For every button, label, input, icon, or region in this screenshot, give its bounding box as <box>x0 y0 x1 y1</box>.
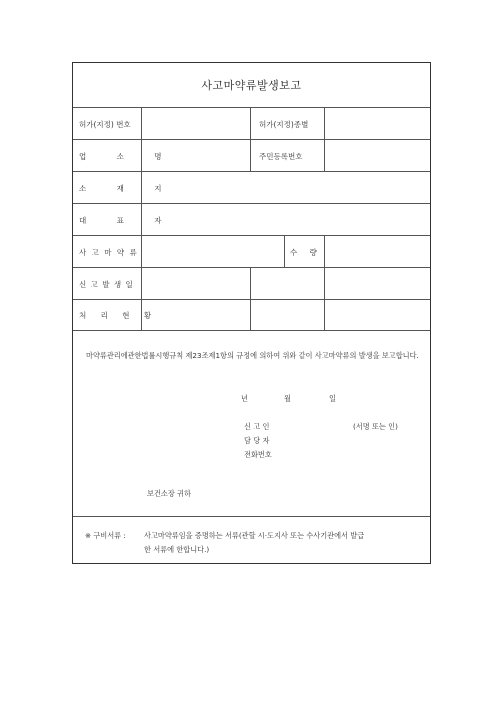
column-divider <box>324 107 325 171</box>
accident-drug-label: 사 고 마 약 류 <box>79 248 139 257</box>
column-divider <box>250 107 251 171</box>
signature-label: (서명 또는 인) <box>353 422 398 431</box>
accident-drug-report-form <box>72 62 431 564</box>
addressee: 보건소장 귀하 <box>147 489 191 498</box>
quantity-label: 수 량 <box>290 248 322 257</box>
license-no-label: 허가(지정) 번호 <box>79 120 131 129</box>
resident-no-label: 주민등록번호 <box>259 152 303 161</box>
row-divider <box>73 299 430 300</box>
row-divider <box>73 139 430 140</box>
note-prefix: ※ 구비서류 : <box>85 531 126 540</box>
column-divider <box>284 235 285 267</box>
row-divider <box>73 267 430 268</box>
person-in-charge-label: 담 당 자 <box>244 436 270 445</box>
report-date-label: 신 고 발 생 일 <box>79 280 134 289</box>
row-divider <box>73 203 430 204</box>
note-line-1: 사고마약류임을 증명하는 서류(관할 시·도지사 또는 수사기관에서 발급 <box>144 531 365 540</box>
row-divider <box>73 330 430 331</box>
phone-label: 전화번호 <box>244 450 272 459</box>
row-divider <box>73 171 430 172</box>
note-divider <box>73 516 430 517</box>
business-name-label: 업 소 명 <box>79 152 176 161</box>
location-label: 소 재 지 <box>79 184 176 193</box>
date-day: 일 <box>329 394 336 403</box>
row-divider <box>73 107 430 108</box>
date-year: 년 <box>241 394 248 403</box>
note-line-2: 한 서류에 한합니다.) <box>144 545 210 554</box>
row-divider <box>73 235 430 236</box>
column-divider <box>324 235 325 267</box>
column-divider <box>250 267 251 330</box>
form-title: 사고마약류발생보고 <box>201 79 302 92</box>
date-month: 월 <box>284 394 291 403</box>
handling-status-label: 처 리 현 황 <box>79 311 158 320</box>
column-divider <box>324 267 325 330</box>
declaration-text: 마약류관리에관한법률시행규칙 제23조제1항의 규정에 의하여 위와 같이 사고마약류의 발생을 보고합니다. <box>86 351 419 360</box>
reporter-label: 신 고 인 <box>244 422 270 431</box>
representative-label: 대 표 자 <box>79 216 176 225</box>
license-type-label: 허가(지정)종별 <box>259 120 309 129</box>
